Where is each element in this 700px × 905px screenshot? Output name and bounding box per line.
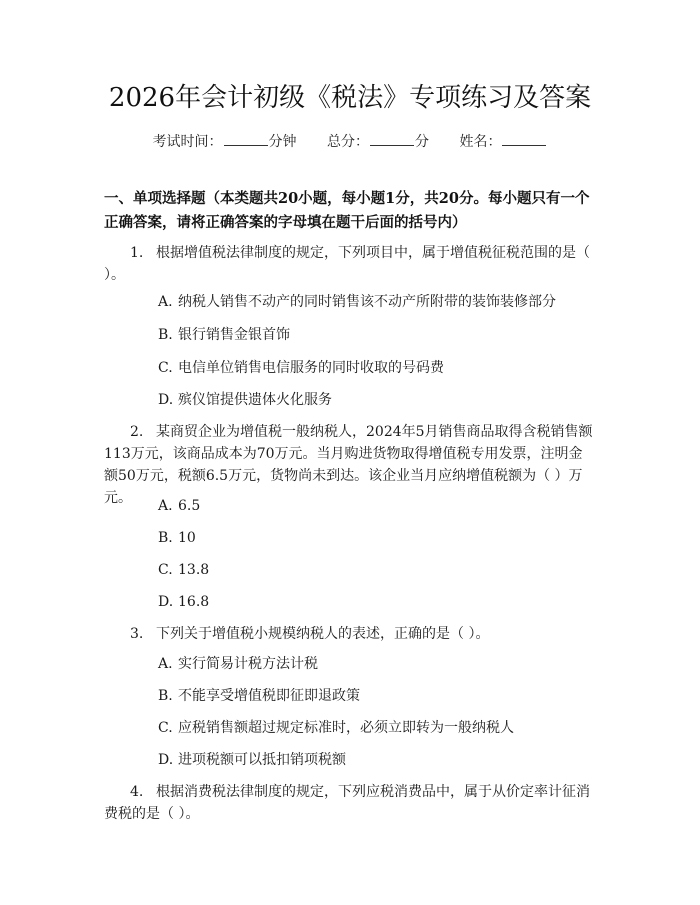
score-label: 总分： <box>327 134 369 150</box>
option-text: 13.8 <box>178 562 210 578</box>
question-4 <box>104 781 596 825</box>
option-letter: D. <box>158 392 174 408</box>
option-letter: A. <box>158 294 173 310</box>
question-number: 1. <box>130 245 144 261</box>
name-field <box>459 131 547 152</box>
option-text: 应税销售额超过规定标准时，必须立即转为一般纳税人 <box>178 720 514 736</box>
option-1d <box>158 390 598 410</box>
option-2c <box>158 560 598 580</box>
exam-meta <box>0 131 700 152</box>
time-unit: 分钟 <box>268 134 297 150</box>
page-title: 2026年会计初级《税法》专项练习及答案 <box>108 83 592 113</box>
option-text: 进项税额可以抵扣销项税额 <box>178 752 346 768</box>
option-letter: C. <box>158 720 173 736</box>
option-3b <box>158 686 598 706</box>
name-blank <box>502 131 546 146</box>
option-letter: B. <box>158 327 173 343</box>
question-number: 3. <box>130 626 144 642</box>
time-blank <box>224 131 268 146</box>
score-blank <box>370 131 414 146</box>
option-letter: D. <box>158 752 174 768</box>
option-text: 殡仪馆提供遗体火化服务 <box>178 392 332 408</box>
option-3d <box>158 750 598 770</box>
option-text: 16.8 <box>178 594 210 610</box>
option-letter: B. <box>158 530 173 546</box>
option-2b <box>158 528 598 548</box>
option-letter: A. <box>158 656 173 672</box>
option-text: 纳税人销售不动产的同时销售该不动产所附带的装饰装修部分 <box>178 294 556 310</box>
option-letter: D. <box>158 594 174 610</box>
option-letter: B. <box>158 688 173 704</box>
question-3 <box>104 623 596 645</box>
option-text: 银行销售金银首饰 <box>178 327 290 343</box>
option-text: 10 <box>178 530 196 546</box>
option-2a <box>158 496 598 516</box>
time-label: 考试时间： <box>152 134 223 150</box>
question-stem: 某商贸企业为增值税一般纳税人，2024年5月销售商品取得含税销售额113万元，该商品成本为70万元。当月购进货物取得增值税专用发票，注明金额50万元，税额6.5万元，货物尚未到达。该企业当月应纳增值税额为（ ）万元。 <box>104 424 593 506</box>
score-field <box>327 131 429 152</box>
name-label: 姓名： <box>459 134 502 150</box>
option-1c <box>158 358 598 378</box>
score-unit: 分 <box>415 134 429 150</box>
option-3a <box>158 654 598 674</box>
option-1b <box>158 325 598 345</box>
section-heading: 一、单项选择题（本类题共20小题，每小题1分，共20分。每小题只有一个正确答案，请将正确答案的字母填在题干后面的括号内） <box>104 190 590 231</box>
question-stem: 下列关于增值税小规模纳税人的表述，正确的是（ ）。 <box>156 626 490 642</box>
time-field <box>153 131 297 152</box>
option-letter: A. <box>158 498 173 514</box>
option-text: 实行简易计税方法计税 <box>178 656 318 672</box>
option-text: 6.5 <box>178 498 201 514</box>
option-1a <box>158 292 598 312</box>
option-text: 不能享受增值税即征即退政策 <box>178 688 360 704</box>
option-2d <box>158 592 598 612</box>
question-1 <box>104 242 596 286</box>
option-letter: C. <box>158 360 173 376</box>
option-letter: C. <box>158 562 173 578</box>
question-number: 2. <box>130 424 144 440</box>
question-stem: 根据增值税法律制度的规定，下列项目中，属于增值税征税范围的是（ ）。 <box>104 245 590 283</box>
question-stem: 根据消费税法律制度的规定，下列应税消费品中，属于从价定率计征消费税的是（ ）。 <box>104 784 590 822</box>
question-number: 4. <box>130 784 144 800</box>
option-3c <box>158 718 598 738</box>
option-text: 电信单位销售电信服务的同时收取的号码费 <box>178 360 444 376</box>
